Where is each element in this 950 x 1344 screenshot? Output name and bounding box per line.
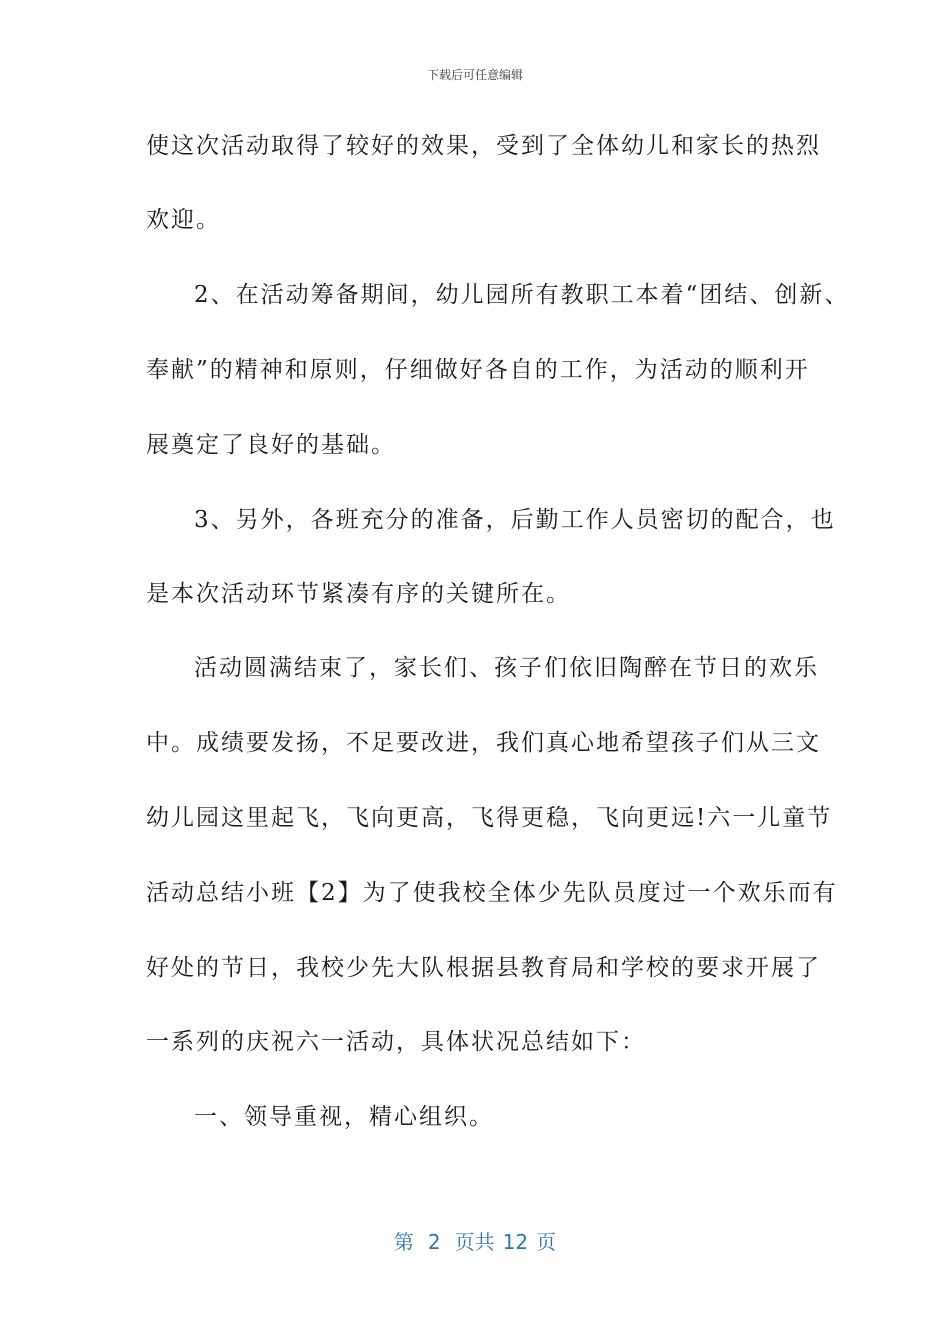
body-line: 一系列的庆祝六一活动，具体状况总结如下： <box>146 1029 646 1055</box>
body-line: 2、在活动筹备期间，幼儿园所有教职工本着“团结、创新、 <box>194 282 850 308</box>
body-line: 欢迎。 <box>146 207 221 233</box>
body-line: 展奠定了良好的基础。 <box>146 432 396 458</box>
body-line: 3、另外，各班充分的准备，后勤工作人员密切的配合，也 <box>194 507 836 533</box>
page-label-prefix: 第 <box>393 1230 414 1254</box>
body-line: 幼儿园这里起飞，飞向更高，飞得更稳，飞向更远!六一儿童节 <box>146 805 833 831</box>
current-page-number: 2 <box>427 1230 441 1254</box>
page-label-mid: 页共 <box>454 1230 495 1254</box>
body-line: 中。成绩要发扬，不足要改进，我们真心地希望孩子们从三文 <box>146 730 821 756</box>
body-line: 一、领导重视，精心组织。 <box>194 1104 494 1130</box>
body-line: 好处的节日，我校少先大队根据县教育局和学校的要求开展了 <box>146 955 821 981</box>
page-label-suffix: 页 <box>536 1230 557 1254</box>
body-line: 使这次活动取得了较好的效果，受到了全体幼儿和家长的热烈 <box>146 133 821 159</box>
total-pages-number: 12 <box>502 1230 529 1254</box>
body-line: 活动总结小班【2】为了使我校全体少先队员度过一个欢乐而有 <box>146 880 838 906</box>
body-line: 是本次活动环节紧凑有序的关键所在。 <box>146 581 571 607</box>
page-header: 下载后可任意编辑 <box>426 68 523 82</box>
body-line: 活动圆满结束了，家长们、孩子们依旧陶醉在节日的欢乐 <box>194 655 819 681</box>
body-line: 奉献”的精神和原则，仔细做好各自的工作，为活动的顺利开 <box>146 357 810 383</box>
page-footer <box>0 1226 950 1255</box>
